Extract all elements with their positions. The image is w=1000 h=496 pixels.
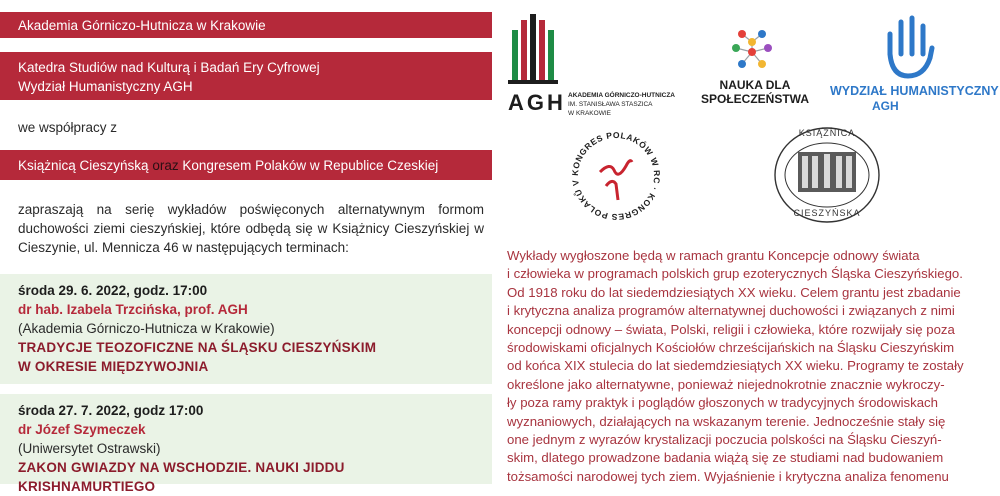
event-date: środa 29. 6. 2022, godz. 17:00	[18, 283, 208, 298]
agh-name-line1: AKADEMIA GÓRNICZO-HUTNICZA	[568, 92, 675, 99]
event-title-line1: TRADYCJE TEOZOFICZNE NA ŚLĄSKU CIESZYŃSKIM	[18, 340, 377, 355]
event-affiliation: (Uniwersytet Ostrawski)	[18, 441, 161, 456]
event-title-line2: W OKRESIE MIĘDZYWOJNIA	[18, 359, 209, 374]
description-line: ły poza ramy praktyk i poglądów głoszonych w tradycyjnych środowiskach	[507, 395, 938, 411]
partners-line	[18, 156, 492, 175]
event-date: środa 27. 7. 2022, godz 17:00	[18, 403, 204, 418]
agh-name-line3: W KRAKOWIE	[568, 110, 611, 117]
header-university-text: Akademia Górniczo-Hutnicza w Krakowie	[18, 18, 266, 33]
description-line: wyznaniowych, działających na wskazanym terenie. Jednocześnie stały się	[507, 413, 946, 429]
event-speaker: dr hab. Izabela Trzcińska, prof. AGH	[18, 302, 248, 317]
dots-network-icon	[722, 28, 782, 70]
wydzial-humanistyczny-logo	[830, 14, 999, 124]
description-line: środowiskami oficjalnych Kościołów chrześcijańskich na Śląsku Cieszyńskim	[507, 339, 955, 355]
ksiaznica-bottom: CIESZYŃSKA	[793, 208, 861, 218]
description-line: one jednym z wyrazów krystalizacji poczucia polskości na Śląsku Cieszyń-	[507, 431, 942, 447]
agh-letters: AGH	[508, 90, 566, 115]
wh-line1: WYDZIAŁ HUMANISTYCZNY	[830, 84, 999, 98]
header-university	[0, 12, 492, 38]
description-line: od końca XIX stulecia do lat siedemdziesiątych XX wieku. Programy te zostały	[507, 358, 964, 374]
event-title-line1: ZAKON GWIAZDY NA WSCHODZIE. NAUKI JIDDU KRISHNAMURTIEGO	[18, 460, 345, 494]
header-partners	[0, 150, 492, 180]
event-2	[0, 394, 492, 494]
wh-line2: AGH	[872, 99, 899, 113]
description-line: i krytyczna analiza programów alternatywnej duchowości i związanych z nimi	[507, 303, 955, 319]
ksiaznica-top: KSIĄŻNICA	[798, 128, 856, 138]
nauka-logo	[690, 28, 820, 108]
nauka-line2: SPOŁECZEŃSTWA	[700, 92, 809, 106]
partners-conj: oraz	[152, 158, 179, 173]
event-1	[0, 274, 492, 384]
partner-ksiaznica: Książnicą Cieszyńską	[18, 158, 149, 173]
grant-description	[507, 247, 985, 486]
header-department-line2: Wydział Humanistyczny AGH	[18, 79, 193, 94]
intro-text: zapraszają na serię wykładów poświęconych alternatywnym formom duchowości ziemi cieszyńskiej, które odbędą się w Książnicy Cieszyńskiej w Cieszynie, ul. Mennicza 46 w następujących terminach:	[18, 202, 484, 255]
event-affiliation: (Akademia Górniczo-Hutnicza w Krakowie)	[18, 321, 275, 336]
description-line: określone jako alternatywne, ponieważ niejednokrotnie znacznie wykroczy-	[507, 376, 945, 392]
description-line: i człowieka w programach polskich grup ezoterycznych Śląska Cieszyńskiego.	[507, 266, 963, 282]
kongres-polakow-logo	[566, 126, 666, 226]
event-speaker: dr Józef Szymeczek	[18, 422, 146, 437]
description-line: Od 1918 roku do lat siedemdziesiątych XX wieku. Celem grantu jest zbadanie	[507, 284, 961, 300]
hand-icon	[880, 14, 936, 80]
cooperation-text: we współpracy z	[18, 120, 118, 135]
description-line: Wykłady wygłoszone będą w ramach grantu Koncepcje odnowy świata	[507, 248, 920, 263]
agh-emblem-icon	[508, 14, 558, 86]
nauka-line1: NAUKA DLA	[719, 78, 791, 92]
kongres-seal-icon	[566, 126, 666, 226]
description-line: koncepcji odnowy – świata, Polski, religii i człowieka, które rozwijały się poza	[507, 321, 955, 337]
agh-logo	[508, 14, 678, 124]
header-department	[0, 52, 492, 100]
description-line: skim, dlatego prowadzone badania wiążą się ze studiami nad budowaniem	[507, 450, 944, 466]
agh-name-line2: IM. STANISŁAWA STASZICA	[568, 101, 653, 108]
description-line: tożsamości narodowej tych ziem. Wyjaśnienie i krytyczna analiza fenomenu	[507, 468, 949, 484]
svg-text:KONGRES POLAKÓW W RC · KONGRES	[566, 126, 662, 222]
header-department-line1: Katedra Studiów nad Kulturą i Badań Ery Cyfrowej	[18, 60, 320, 75]
kongres-ring-text: KONGRES POLAKÓW W RC · KONGRES POLAKŮ V	[569, 129, 663, 223]
ksiaznica-logo	[772, 124, 882, 226]
partner-kongres: Kongresem Polaków w Republice Czeskiej	[182, 158, 439, 173]
